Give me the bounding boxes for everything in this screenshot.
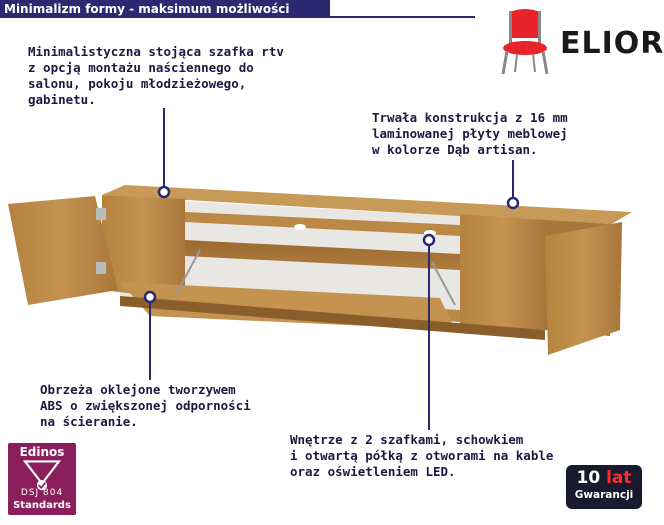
brand-logo-text: ELIOR [560, 26, 664, 61]
edinos-badge [8, 443, 76, 515]
feature-description: Obrzeża oklejone tworzywem ABS o zwiększonej odporności na ścieranie. [40, 382, 251, 429]
feature-description: Minimalistyczna stojąca szafka rtv z opcją montażu naściennego do salonu, pokoju młodzieżowego, gabinetu. [28, 44, 284, 107]
warranty-label: Gwarancji [574, 489, 634, 501]
edinos-check-icon [8, 458, 76, 492]
warranty-badge [566, 465, 642, 509]
edinos-name: Edinos [19, 445, 65, 459]
edinos-standard: Standards [13, 500, 71, 511]
page-title: Minimalizm formy - maksimum możliwości [0, 0, 330, 18]
feature-description: Trwała konstrukcja z 16 mm laminowanej płyty meblowej w kolorze Dąb artisan. [372, 110, 568, 157]
warranty-years: 10 lat [576, 468, 632, 488]
edinos-code: DSJ 804 [20, 488, 64, 498]
feature-description: Wnętrze z 2 szafkami, schowkiem i otwartą półką z otworami na kable oraz oświetleniem LED. [290, 432, 554, 479]
